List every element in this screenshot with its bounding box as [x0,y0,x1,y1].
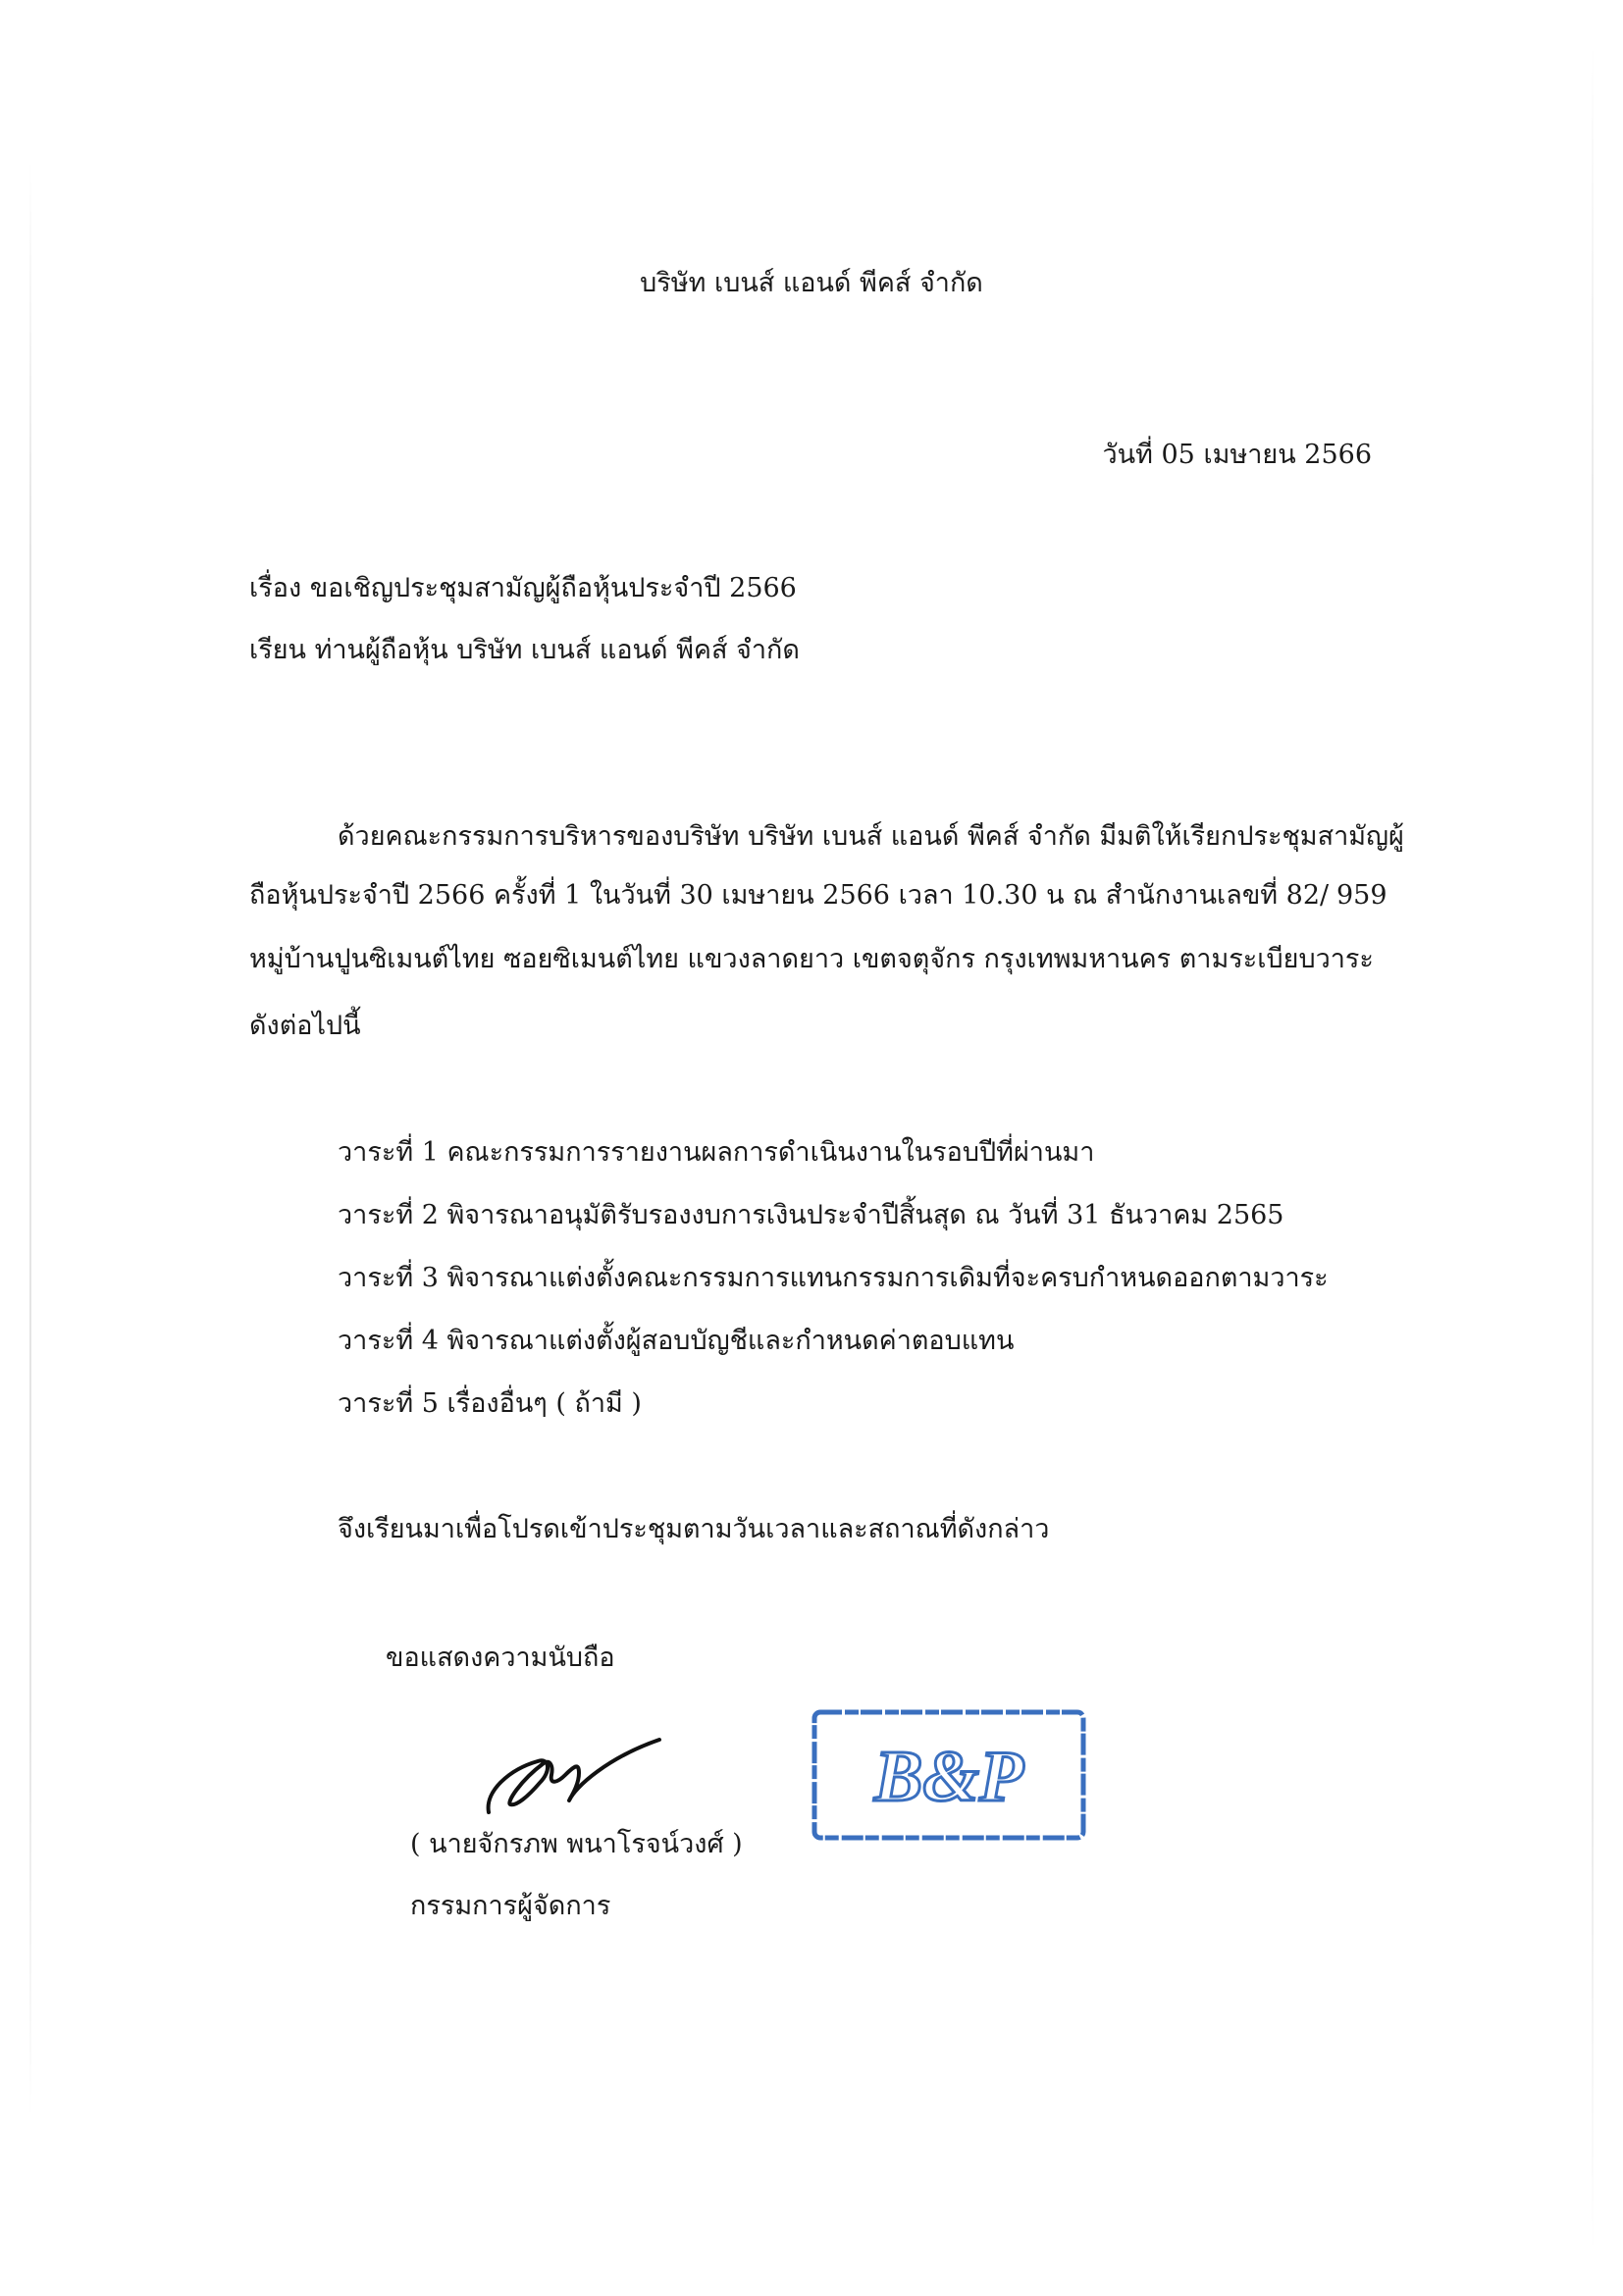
handwritten-signature [481,1722,677,1830]
agenda-item: วาระที่ 2 พิจารณาอนุมัติรับรองงบการเงินประจำปีสิ้นสุด ณ วันที่ 31 ธันวาคม 2565 [338,1200,1284,1230]
closing-line: จึงเรียนมาเพื่อโปรดเข้าประชุมตามวันเวลาและสถาณที่ดังกล่าว [338,1514,1050,1544]
body-line: ดังต่อไปนี้ [249,1011,361,1041]
scan-edge-right [1592,39,1594,2257]
letter-subject: เรื่อง ขอเชิญประชุมสามัญผู้ถือหุ้นประจำปี 2566 [249,573,797,603]
letter-date: วันที่ 05 เมษายน 2566 [1102,440,1372,470]
signer-title: กรรมการผู้จัดการ [410,1891,611,1921]
scan-edge-left [29,157,31,2119]
body-line-text: ถือหุ้นประจำปี 2566 ครั้งที่ 1 ในวันที่ 30 เมษายน 2566 เวลา 10.30 น ณ สำนักงานเลขที่ 82/ [249,880,1330,911]
agenda-item: วาระที่ 5 เรื่องอื่นๆ ( ถ้ามี ) [338,1388,642,1419]
body-line: ด้วยคณะกรรมการบริหารของบริษัท บริษัท เบนส์ แอนด์ พีคส์ จำกัด มีมติให้เรียกประชุมสามัญผู้ [338,821,1404,852]
agenda-item: วาระที่ 3 พิจารณาแต่งตั้งคณะกรรมการแทนกรรมการเดิมที่จะครบกำหนดออกตามวาระ [338,1263,1329,1293]
agenda-item: วาระที่ 4 พิจารณาแต่งตั้งผู้สอบบัญชีและกำหนดค่าตอบแทน [338,1326,1015,1356]
regards-line: ขอแสดงความนับถือ [386,1643,615,1673]
signer-name: ( นายจักรภพ พนาโรจน์วงศ์ ) [410,1829,743,1859]
stamp-text: B&P [873,1737,1024,1817]
letter-recipient: เรียน ท่านผู้ถือหุ้น บริษัท เบนส์ แอนด์ พีคส์ จำกัด [249,635,800,665]
body-line-2 [249,879,1387,913]
body-line-tail: 959 [1336,880,1387,911]
company-stamp [811,1708,1087,1842]
company-header: บริษัท เบนส์ แอนด์ พีคส์ จำกัด [640,268,983,298]
agenda-item: วาระที่ 1 คณะกรรมการรายงานผลการดำเนินงานในรอบปีที่ผ่านมา [338,1137,1095,1168]
body-line: หมู่บ้านปูนซิเมนต์ไทย ซอยซิเมนต์ไทย แขวงลาดยาว เขตจตุจักร กรุงเทพมหานคร ตามระเบียบวาระ [249,944,1374,974]
